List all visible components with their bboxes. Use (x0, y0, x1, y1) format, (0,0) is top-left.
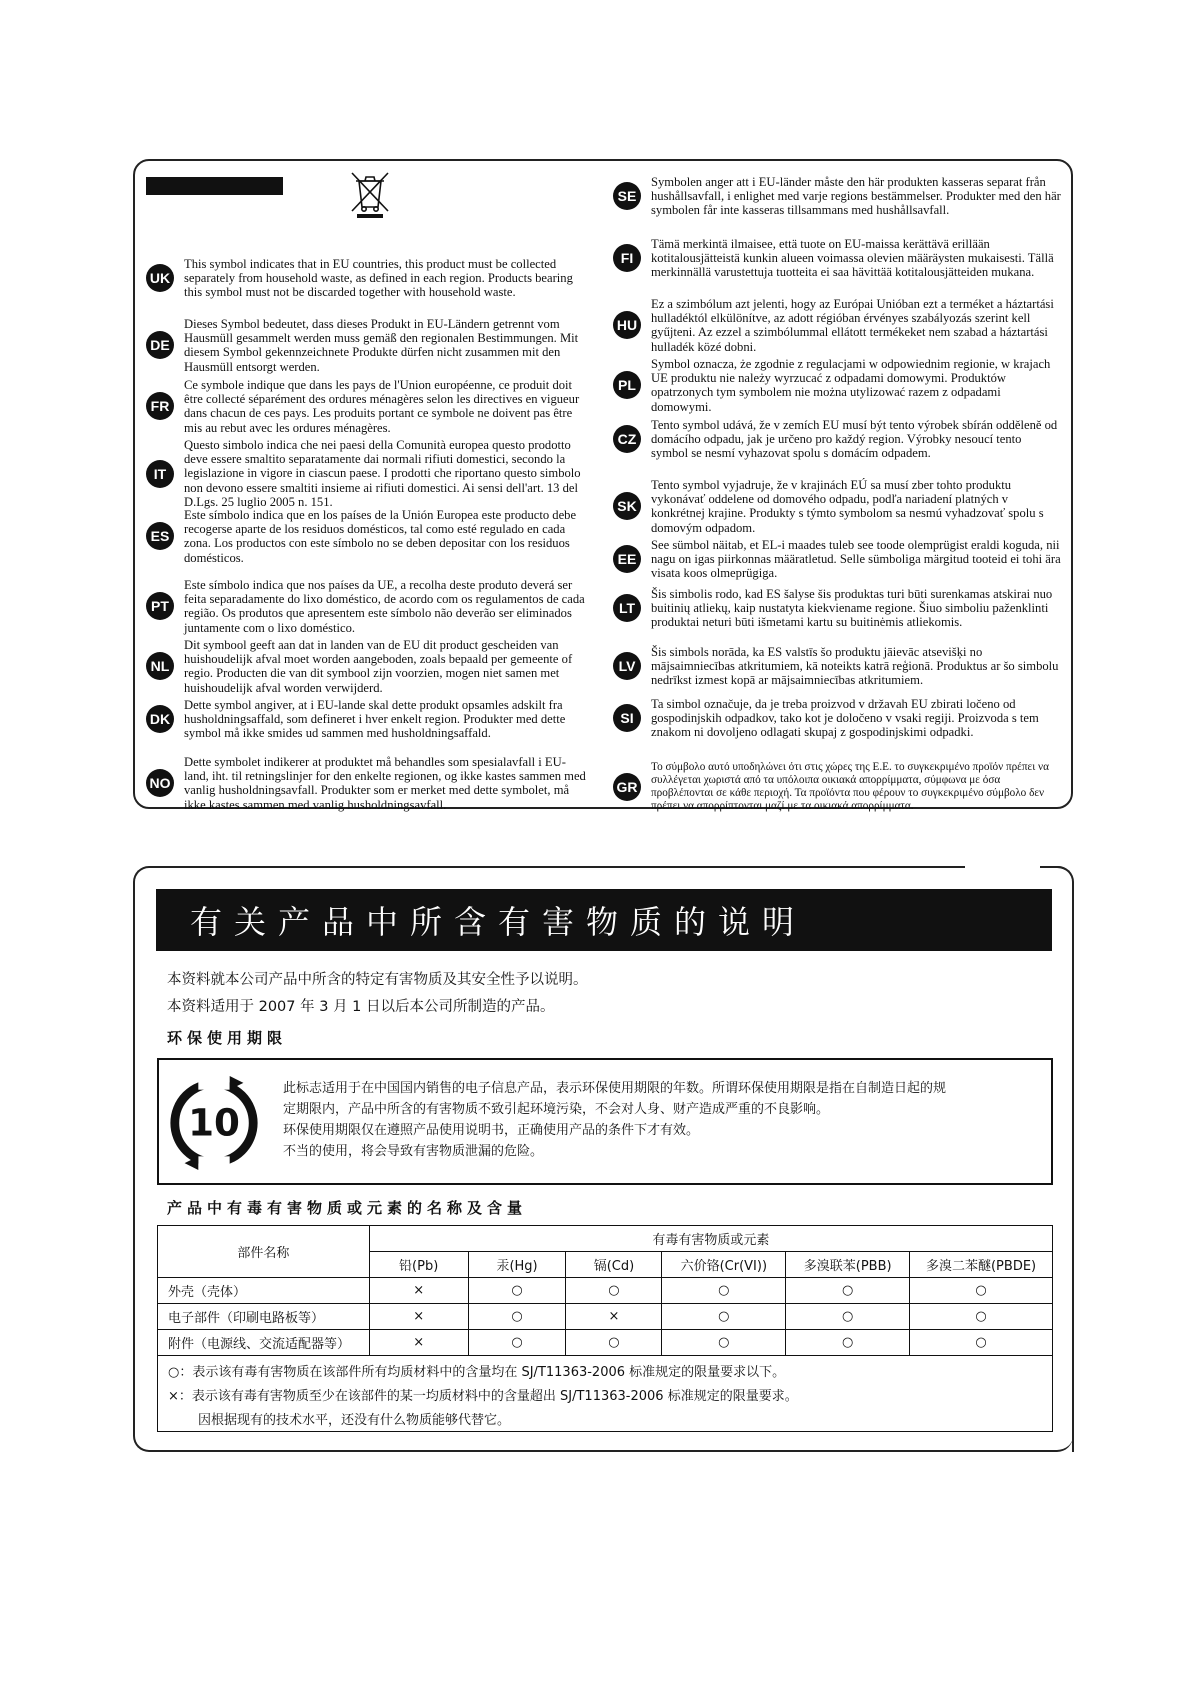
table-row (158, 1304, 1053, 1330)
epup-line: 不当的使用，将会导致有害物质泄漏的危险。 (283, 1144, 544, 1159)
weee-entry-sk (613, 478, 1061, 535)
weee-entry-text: Dit symbool geeft aan dat in landen van de EU dit product gescheiden van huishoudelijk afval moet worden aangeboden, zoals bepaald per gemeente of regio. Producten die van dit symbool zijn voorzien, mogen niet samen met huishoudelijk afval worden verwijderd. (184, 638, 573, 695)
language-badge: GR (613, 773, 641, 801)
page-title: 有关产品中所含有害物质的说明 (156, 889, 1052, 951)
substance-mark-cell: ○ (662, 1330, 786, 1356)
weee-entry-pt (146, 578, 586, 635)
language-badge: CZ (613, 425, 641, 453)
substance-mark-cell: × (369, 1278, 468, 1304)
weee-entry-text: Tento symbol udává, že v zemích EU musí být tento výrobek sbírán odděleně od domácího odpadu, jak je určeno pro každý region. Výrobky nesoucí tento symbol se nesmí vyhazovat spolu s domácím odpadem. (651, 418, 1058, 461)
column-header: 多溴二苯醚(PBDE) (910, 1252, 1053, 1278)
column-header: 汞(Hg) (468, 1252, 566, 1278)
language-badge: ES (146, 522, 174, 550)
language-badge: LV (613, 652, 641, 680)
table-heading: 产品中有毒有害物质或元素的名称及含量 (167, 1199, 528, 1217)
epup-heading: 环保使用期限 (167, 1029, 288, 1047)
table-row (158, 1330, 1053, 1356)
weee-entry-text: Ta simbol označuje, da je treba proizvod v državah EU zbirati ločeno od gospodinjskih odpadkov, tako kot je določeno v vsaki regiji. Proizvoda s tem znakom ni dovoljeno odlagati skupaj z gospodinjskimi odpadki. (651, 697, 1039, 740)
weee-entry-es (146, 508, 586, 565)
weee-entry-de (146, 317, 586, 374)
language-badge: PT (146, 592, 174, 620)
part-name-cell: 外壳（壳体） (158, 1278, 370, 1304)
language-badge: HU (613, 311, 641, 339)
substance-mark-cell: × (369, 1304, 468, 1330)
language-badge: PL (613, 371, 641, 399)
weee-entry-text: Το σύμβολο αυτό υποδηλώνει ότι στις χώρες της Ε.Ε. το συγκεκριμένο προϊόν πρέπει να συλλέγεται χωριστά από τα υπόλοιπα οικιακά απορρίμματα, σύμφωνα με όσα προβλέπονται σε κάθε περιοχή. Τα προϊόντα που φέρουν το συγκεκριμένο σύμβολο δεν πρέπει να απορρίπτονται μαζί με τα οικιακά απορρίμματα. (651, 761, 1049, 812)
weee-entry-si (613, 697, 1061, 740)
weee-entry-text: Symbol oznacza, że zgodnie z regulacjami w odpowiednim regionie, w krajach UE produktu nie należy wyrzucać z odpadami domowymi. Produktów opatrzonych tym symbolem nie można utylizować razem z odpadami domowymi. (651, 357, 1051, 414)
substance-mark-cell: ○ (786, 1330, 910, 1356)
language-badge: LT (613, 594, 641, 622)
weee-entry-text: Symbolen anger att i EU-länder måste den här produkten kasseras separat från hushållsavfall, i enlighet med varje regions bestämmelser. Produkter med den här symbolen får inte kasseras tillsammans med hushållsavfall. (651, 175, 1061, 218)
substance-mark-cell: ○ (566, 1278, 662, 1304)
header-bar (146, 177, 283, 195)
epup-description (283, 1078, 1043, 1162)
substance-table (157, 1225, 1053, 1356)
weee-entry-se (613, 175, 1061, 218)
note-cross: ×：表示该有毒有害物质至少在该部件的某一均质材料中的含量超出 SJ/T11363-2006 标准规定的限量要求。 (168, 1389, 798, 1404)
intro-line-2: 本资料适用于 2007 年 3 月 1 日以后本公司所制造的产品。 (167, 999, 555, 1015)
column-header: 铅(Pb) (369, 1252, 468, 1278)
weee-entry-ee (613, 538, 1061, 581)
table-row (158, 1278, 1053, 1304)
substance-mark-cell: ○ (786, 1304, 910, 1330)
part-name-cell: 电子部件（印刷电路板等） (158, 1304, 370, 1330)
epup-line: 环保使用期限仅在遵照产品使用说明书，正确使用产品的条件下才有效。 (283, 1123, 700, 1138)
language-badge: FR (146, 392, 174, 420)
substance-mark-cell: ○ (910, 1278, 1053, 1304)
weee-entry-uk (146, 257, 586, 300)
weee-entry-text: Šis simbolis rodo, kad ES šalyse šis produktas turi būti surenkamas atskirai nuo buitinių atliekų, kaip nustatyta kiekviename regione. Šiuo simboliu paženklinti produktai neturi būti išmetami kartu su buitinėmis atliekomis. (651, 587, 1053, 630)
weee-entry-text: See sümbol näitab, et EL-i maades tuleb see toode olemprügist eraldi koguda, nii nagu on igas piirkonnas määratletud. Selle sümboliga märgitud tooteid ei tohi ära visata koos olmeprügiga. (651, 538, 1061, 581)
weee-entry-dk (146, 698, 586, 741)
weee-entry-fi (613, 237, 1061, 280)
column-header: 多溴联苯(PBB) (786, 1252, 910, 1278)
weee-entry-hu (613, 297, 1061, 354)
language-badge: SE (613, 182, 641, 210)
part-name-header: 部件名称 (158, 1226, 370, 1278)
weee-entry-pl (613, 357, 1061, 414)
table-notes (157, 1353, 1053, 1432)
weee-entry-text: Tento symbol vyjadruje, že v krajinách EÚ sa musí zber tohto produktu vykonávať oddelene od domového odpadu, podľa nariadení platných v konkrétnej krajine. Produkty s týmto symbolom sa nesmú vyhadzovať spolu s domovým odpadom. (651, 478, 1044, 535)
substance-mark-cell: ○ (468, 1330, 566, 1356)
weee-entry-text: Este símbolo indica que en los países de la Unión Europea este producto debe recogerse aparte de los residuos domésticos, tal como esté regulado en cada zona. Los productos con este símbolo no se deben depositar con los residuos domésticos. (184, 508, 577, 565)
weee-entry-text: Dette symbol angiver, at i EU-lande skal dette produkt opsamles adskilt fra husholdningsaffald, som defineret i hver enkelt region. Produkter med dette symbol må ikke smides ud sammen med husholdningsaffald. (184, 698, 566, 741)
weee-notice-panel (133, 159, 1073, 812)
column-header: 六价铬(Cr(VI)) (662, 1252, 786, 1278)
weee-entry-nl (146, 638, 586, 695)
weee-entry-text: Ez a szimbólum azt jelenti, hogy az Európai Unióban ezt a terméket a háztartási hulladéktól elkülönítve, az adott régióban érvényes szabályozás szerint kell gyűjteni. Az ezzel a szimbólummal ellátott termékeket nem szabad a háztartási hulladék közé dobni. (651, 297, 1054, 354)
crossed-out-bin-icon (348, 169, 392, 219)
part-name-cell: 附件（电源线、交流适配器等） (158, 1330, 370, 1356)
weee-entry-no (146, 755, 586, 812)
weee-entry-text: Dette symbolet indikerer at produktet må behandles som spesialavfall i EU-land, iht. til retningslinjer for den enkelte regionen, og ikke kastes sammen med vanlig husholdningsavfall. Produkter som er merket med dette symbolet, må ikke kastes sammen med vanlig husholdningsavfall. (184, 755, 586, 812)
substance-mark-cell: ○ (566, 1330, 662, 1356)
weee-entry-text: Questo simbolo indica che nei paesi della Comunità europea questo prodotto deve essere smaltito separatamente dai normali rifiuti domestici, secondo la legislazione in vigore in ciascun paese. I prodotti che riportano questo simbolo non devono essere smaltiti insieme ai rifiuti domestici. Ai sensi dell'art. 13 del D.Lgs. 25 luglio 2005 n. 151. (184, 438, 581, 509)
language-badge: FI (613, 244, 641, 272)
epup-number: 10 (188, 1100, 240, 1145)
substance-mark-cell: ○ (910, 1330, 1053, 1356)
substance-mark-cell: ○ (662, 1304, 786, 1330)
weee-entry-text: Dieses Symbol bedeutet, dass dieses Produkt in EU-Ländern getrennt vom Hausmüll gesammelt werden muss gemäß den regionalen Bestimmungen. Mit diesem Symbol gekennzeichnete Produkte dürfen nicht zusammen mit den Hausmüll entsorgt werden. (184, 317, 579, 374)
language-badge: SK (613, 492, 641, 520)
panel-right-edge (1072, 895, 1074, 1452)
substance-mark-cell: ○ (468, 1304, 566, 1330)
substance-mark-cell: × (566, 1304, 662, 1330)
note-cross-continued: 因根据现有的技术水平，还没有什么物质能够代替它。 (198, 1413, 511, 1428)
substance-mark-cell: × (369, 1330, 468, 1356)
epup-line: 此标志适用于在中国国内销售的电子信息产品，表示环保使用期限的年数。所谓环保使用期限是指在自制造日起的规 (283, 1081, 947, 1096)
substance-group-header: 有毒有害物质或元素 (369, 1226, 1052, 1252)
substance-mark-cell: ○ (468, 1278, 566, 1304)
intro-line-1: 本资料就本公司产品中所含的特定有害物质及其安全性予以说明。 (167, 972, 588, 988)
weee-entry-fr (146, 378, 586, 435)
language-badge: IT (146, 460, 174, 488)
weee-entry-cz (613, 418, 1061, 461)
weee-entry-text: This symbol indicates that in EU countries, this product must be collected separately from household waste, as defined in each region. Products bearing this symbol must not be discarded together with household waste. (184, 257, 573, 300)
language-badge: NO (146, 769, 174, 797)
column-header: 镉(Cd) (566, 1252, 662, 1278)
weee-entry-lv (613, 645, 1061, 688)
weee-entry-it (146, 438, 586, 509)
weee-entry-text: Šis simbols norāda, ka ES valstīs šo produktu jāievāc atsevišķi no mājsaimniecības atkritumiem, kā noteikts katrā reģionā. Produktus ar šo simbolu nedrīkst izmest kopā ar mājsaimniecības atkritumiem. (651, 645, 1059, 688)
language-badge: DE (146, 331, 174, 359)
language-badge: EE (613, 545, 641, 573)
epup-10-icon (165, 1074, 263, 1172)
epup-box (157, 1058, 1053, 1185)
language-badge: UK (146, 264, 174, 292)
weee-entry-text: Ce symbole indique que dans les pays de l'Union européenne, ce produit doit être collecté séparément des ordures ménagères selon les directives en vigueur dans chacun de ces pays. Les produits portant ce symbole ne doivent pas être mis au rebut avec les ordures ménagères. (184, 378, 580, 435)
substance-mark-cell: ○ (662, 1278, 786, 1304)
language-badge: NL (146, 652, 174, 680)
weee-entry-text: Tämä merkintä ilmaisee, että tuote on EU-maissa kerättävä erillään kotitalousjätteistä kunkin alueen voimassa olevien määräysten mukaisesti. Tällä merkinnällä varustettuja tuotteita ei saa hävittää kotitalousjätteiden mukana. (651, 237, 1054, 280)
weee-entry-text: Este símbolo indica que nos países da UE, a recolha deste produto deverá ser feita separadamente do lixo doméstico, de acordo com os regulamentos de cada região. Os produtos que apresentem este símbolo não deverão ser eliminados juntamente com o lixo doméstico. (184, 578, 585, 635)
substance-mark-cell: ○ (786, 1278, 910, 1304)
substance-mark-cell: ○ (910, 1304, 1053, 1330)
language-badge: SI (613, 704, 641, 732)
language-badge: DK (146, 705, 174, 733)
weee-entry-lt (613, 587, 1061, 630)
weee-entry-gr (613, 761, 1061, 813)
note-circle: ○：表示该有毒有害物质在该部件所有均质材料中的含量均在 SJ/T11363-2006 标准规定的限量要求以下。 (168, 1365, 786, 1380)
epup-line: 定期限内，产品中所含的有害物质不致引起环境污染，不会对人身、财产造成严重的不良影响。 (283, 1102, 830, 1117)
